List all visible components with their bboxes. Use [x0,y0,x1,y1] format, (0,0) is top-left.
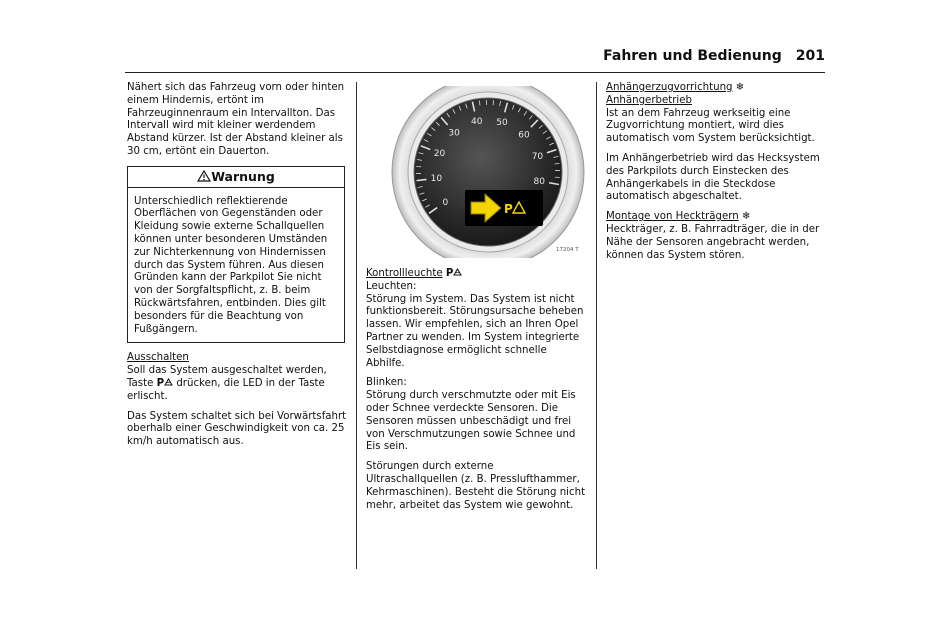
column-2 [366,268,588,519]
lamp-heading: Kontrollleuchte [366,268,443,279]
snowflake-icon: ❄ [741,211,751,223]
trailer-paragraph: Im Anhängerbetrieb wird das Hecksystem des Parkpilots durch Einstecken des Anhängerkabels in die Steckdose automatisch abgeschaltet. [606,152,820,203]
gauge-tick-label: 80 [533,177,545,188]
hitch-paragraph: Ist an dem Fahrzeug werkseitig eine Zugvorrichtung montiert, wird dies automatisch vom System berücksichtigt. [606,107,815,145]
lit-paragraph: Störung im System. Das System ist nicht funktionsbereit. Störungsursache beheben lassen. Wir empfehlen, sich an Ihren Opel Partner zu wenden. Im System integrierte Selbstdiagnose ermöglicht schnelle Abhilfe. [366,293,584,369]
gauge-tick-label: 30 [448,128,460,139]
header-title [603,48,825,64]
intro-paragraph: Nähert sich das Fahrzeug vorn oder hinten einem Hindernis, ertönt im Fahrzeuginnenraum ein Intervallton. Das Intervall wird mit kleiner werdendem Abstand kürzer. Ist der Abstand kleiner als 30 cm, ertönt ein Dauerton. [127,82,345,157]
column-divider-2 [596,82,597,569]
warning-title-text: Warnung [211,168,275,184]
warning-body: Unterschiedlich reflektierende Oberflächen von Gegenständen oder Kleidung sowie externe Schallquellen können unter besonderen Umständen zur Nichterkennung von Hindernissen durch das System führen. Aus diesen Gründen kann der Parkpilot Sie nicht von der Sorgfaltspflicht, z. B. beim Rückwärtsfahren, entbinden. Dies gilt besonders für die Beachtung von Fußgängern. [134,195,328,335]
lamp-symbol-icon: P [446,268,462,279]
lit-label: Leuchten: [366,280,417,292]
hitch-heading-line [606,82,826,95]
warning-triangle-icon [197,170,211,182]
carrier-heading-line [606,211,826,224]
gauge-lamp-p: P [504,202,513,216]
off-heading: Ausschalten [127,352,189,364]
parking-sensor-icon: P [157,378,173,389]
gauge-tick-label: 70 [531,151,544,162]
trailer-heading: Anhängerbetrieb [606,94,692,106]
gauge-tick-label: 0 [442,197,449,208]
column-divider-1 [356,82,357,569]
off-paragraph [127,365,347,403]
warning-box [127,166,345,344]
gauge-tick-label: 60 [518,130,530,141]
figure-code: 17204 T [556,247,579,253]
off-text-b: drücken, die LED in der Taste erlischt. [127,377,325,402]
off-text-a: Soll das System ausgeschaltet werden, Taste [127,365,327,389]
gauge-tick-label: 10 [430,174,443,185]
page-header [125,46,825,73]
ultrasound-paragraph: Störungen durch externe Ultraschallquellen (z. B. Presslufthammer, Kehrmaschinen). Besteht die Störung nicht mehr, arbeitet das System wie gewohnt. [366,461,586,511]
gauge-tick-label: 50 [496,117,508,128]
hitch-heading: Anhängerzugvorrichtung [606,82,733,93]
speed-paragraph: Das System schaltet sich bei Vorwärtsfahrt oberhalb einer Geschwindigkeit von ca. 25 km/h automatisch aus. [127,410,347,448]
column-3 [606,82,826,269]
carrier-heading: Montage von Heckträgern [606,211,739,223]
gauge-tick-label: 40 [471,117,483,128]
column-1 [127,82,347,456]
carrier-paragraph: Heckträger, z. B. Fahrradträger, die in der Nähe der Sensoren angebracht werden, können das System stören. [606,223,820,261]
blink-label: Blinken: [366,377,407,389]
warning-title [128,167,344,188]
lamp-heading-line [366,268,588,281]
page-number: 201 [795,48,825,64]
section-title: Fahren und Bedienung [603,48,782,64]
blink-paragraph: Störung durch verschmutzte oder mit Eis oder Schnee verdeckte Sensoren. Die Sensoren müssen unbeschädigt und frei von Verschmutzungen sowie Schnee und Eis sein. [366,390,576,453]
gauge-tick-label: 20 [433,149,446,160]
snowflake-icon: ❄ [735,82,745,93]
speedometer-graphic [385,86,585,258]
speedometer-illustration [385,86,585,258]
